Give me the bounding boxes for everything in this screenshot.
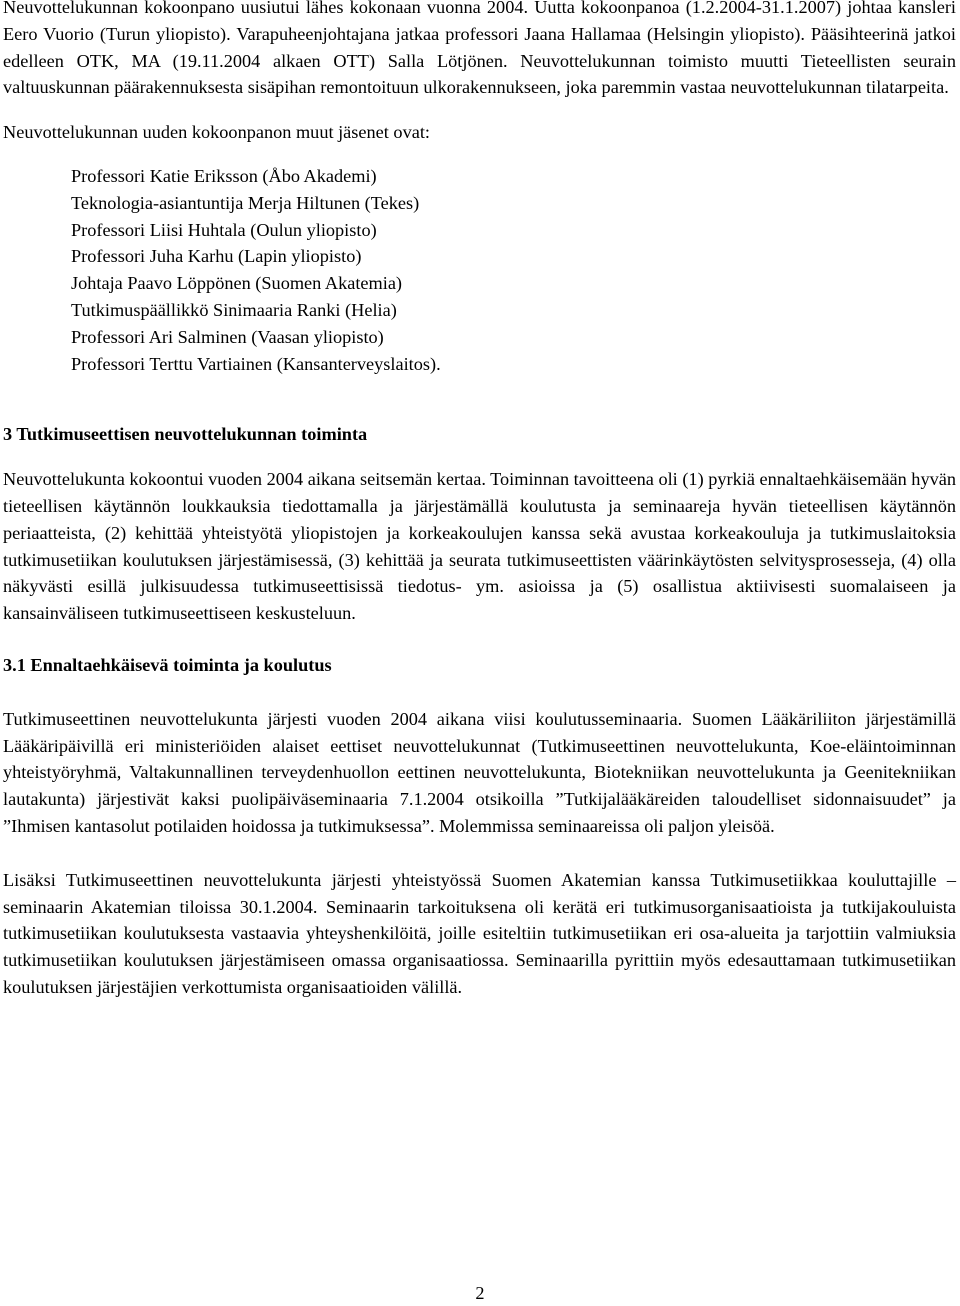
member-item: Professori Terttu Vartiainen (Kansanterveyslaitos). [71,353,441,374]
section-3-paragraph: Neuvottelukunta kokoontui vuoden 2004 aikana seitsemän kertaa. Toiminnan tavoitteena oli (1) pyrkiä ennaltaehkäisemään hyvän tieteellisen käytännön loukkauksia tiedottamalla ja järjestämällä koulutusta ja seminaareja hyvän tieteellisen käytännön periaatteista, (2) kehittää yhteistyötä yliopistojen ja korkeakoulujen kanssa sekä avustaa korkeakouluja ja tutkimuslaitoksia tutkimusetiikan koulutuksen järjestämisessä, (3) kehittää ja seurata tutkimuseettisten väärinkäytösten selvitysprosesseja, (4) olla näkyvästi esillä julkisuudessa tutkimuseettisissä tiedotus- ym. asioissa ja (5) osallistua aktiivisesti suomalaiseen ja kansainväliseen tutkimuseettiseen keskusteluun. [3,469,956,624]
member-item: Professori Liisi Huhtala (Oulun yliopisto) [71,219,377,240]
member-item: Tutkimuspäällikkö Sinimaaria Ranki (Helia) [71,299,397,320]
member-item: Professori Ari Salminen (Vaasan yliopisto) [71,326,384,347]
member-item: Professori Juha Karhu (Lapin yliopisto) [71,246,362,267]
page-number: 2 [475,1283,485,1303]
section-3-1-heading: 3.1 Ennaltaehkäisevä toiminta ja koulutus [3,654,332,675]
section-3-heading: 3 Tutkimuseettisen neuvottelukunnan toiminta [3,424,368,445]
member-item: Teknologia-asiantuntija Merja Hiltunen (Tekes) [71,192,420,213]
members-list [71,163,956,377]
section-3-1-paragraph-1: Tutkimuseettinen neuvottelukunta järjesti vuoden 2004 aikana viisi koulutusseminaaria. Suomen Lääkäriliiton järjestämillä Lääkäripäivillä eri ministeriöiden alaiset eettiset neuvottelukunnat (Tutkimuseettinen neuvottelukunta, Koe-eläintoiminnan yhteistyöryhmä, Valtakunnallinen terveydenhuollon eettinen neuvottelukunta, Biotekniikan neuvottelukunta ja Geenitekniikan lautakunta) järjestivät kaksi puolipäiväseminaaria 7.1.2004 otsikoilla ”Tutkijalääkäreiden taloudelliset sidonnaisuudet” ja ”Ihmisen kantasolut potilaiden hoidossa ja tutkimuksessa”. Molemmissa seminaareissa oli paljon yleisöä. [3,708,956,836]
document-page [3,0,956,1001]
section-3-1-paragraph-2: Lisäksi Tutkimuseettinen neuvottelukunta järjesti yhteistyössä Suomen Akatemian kanssa Tutkimusetiikkaa kouluttajille –seminaarin Akatemian tiloissa 30.1.2004. Seminaarin tarkoituksena oli kerätä eri tutkimusorganisaatioista ja tutkijakouluista tutkimusetiikan koulutuksesta vastaavia yhteyshenkilöitä, joille esiteltiin tutkimusetiikan eri osa-alueita ja tarjottiin valmiuksia tutkimusetiikan koulutuksen järjestämiseen omassa organisaatiossa. Seminaarilla pyrittiin myös edesauttamaan tutkimusetiikan koulutuksen järjestäjien verkottumista organisaatioiden välillä. [3,869,956,997]
member-item: Johtaja Paavo Löppönen (Suomen Akatemia) [71,273,403,294]
members-intro-paragraph: Neuvottelukunnan uuden kokoonpanon muut jäsenet ovat: [3,122,430,143]
intro-paragraph: Neuvottelukunnan kokoonpano uusiutui lähes kokonaan vuonna 2004. Uutta kokoonpanoa (1.2.2004-31.1.2007) johtaa kansleri Eero Vuorio (Turun yliopisto). Varapuheenjohtajana jatkaa professori Jaana Hallamaa (Helsingin yliopisto). Pääsihteerinä jatkoi edelleen OTK, MA (19.11.2004 alkaen OTT) Salla Lötjönen. Neuvottelukunnan toimisto muutti Tieteellisten seurain valtuuskunnan päärakennuksesta sisäpihan remontoituun ulkorakennukseen, joka paremmin vastaa neuvottelukunnan tilatarpeita. [3,0,956,98]
member-item: Professori Katie Eriksson (Åbo Akademi) [71,165,377,186]
